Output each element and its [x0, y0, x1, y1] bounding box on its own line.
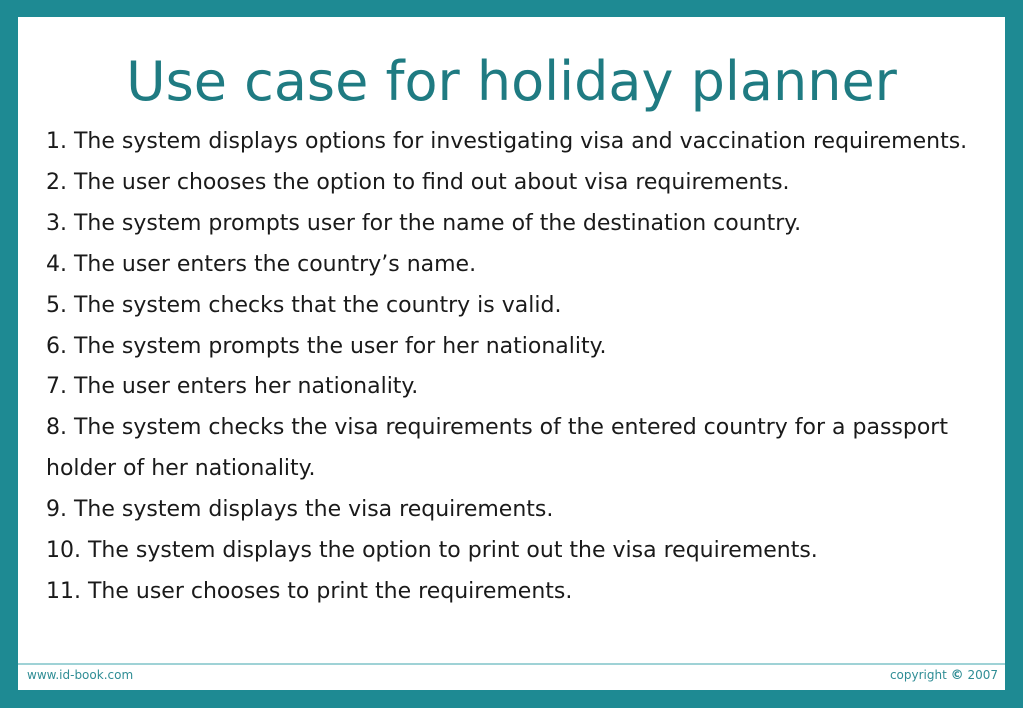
step-2: 2. The user chooses the option to find out about visa requirements. [46, 169, 790, 195]
step-7: 7. The user enters her nationality. [46, 374, 419, 400]
step-9: 9. The system displays the visa requirements. [46, 497, 554, 523]
slide [18, 17, 1005, 690]
step-6: 6. The system prompts the user for her nationality. [46, 333, 607, 359]
step-3: 3. The system prompts user for the name of the destination country. [46, 210, 802, 236]
use-case-steps [46, 122, 986, 613]
footer-copyright [890, 668, 998, 683]
copyright-icon: © [950, 668, 964, 683]
slide-title: Use case for holiday planner [126, 50, 897, 113]
step-4: 4. The user enters the country’s name. [46, 251, 477, 277]
step-8: 8. The system checks the visa requirements of the entered country for a passport holder of her nationality. [46, 415, 948, 482]
step-10: 10. The system displays the option to print out the visa requirements. [46, 538, 818, 564]
copyright-label: copyright [889, 668, 947, 682]
step-5: 5. The system checks that the country is valid. [46, 292, 562, 318]
copyright-year: 2007 [967, 668, 998, 682]
step-1: 1. The system displays options for investigating visa and vaccination requirements. [46, 129, 968, 154]
step-11: 11. The user chooses to print the requirements. [46, 578, 573, 604]
footer-divider [18, 663, 1005, 665]
footer-website: www.id-book.com [27, 668, 134, 682]
